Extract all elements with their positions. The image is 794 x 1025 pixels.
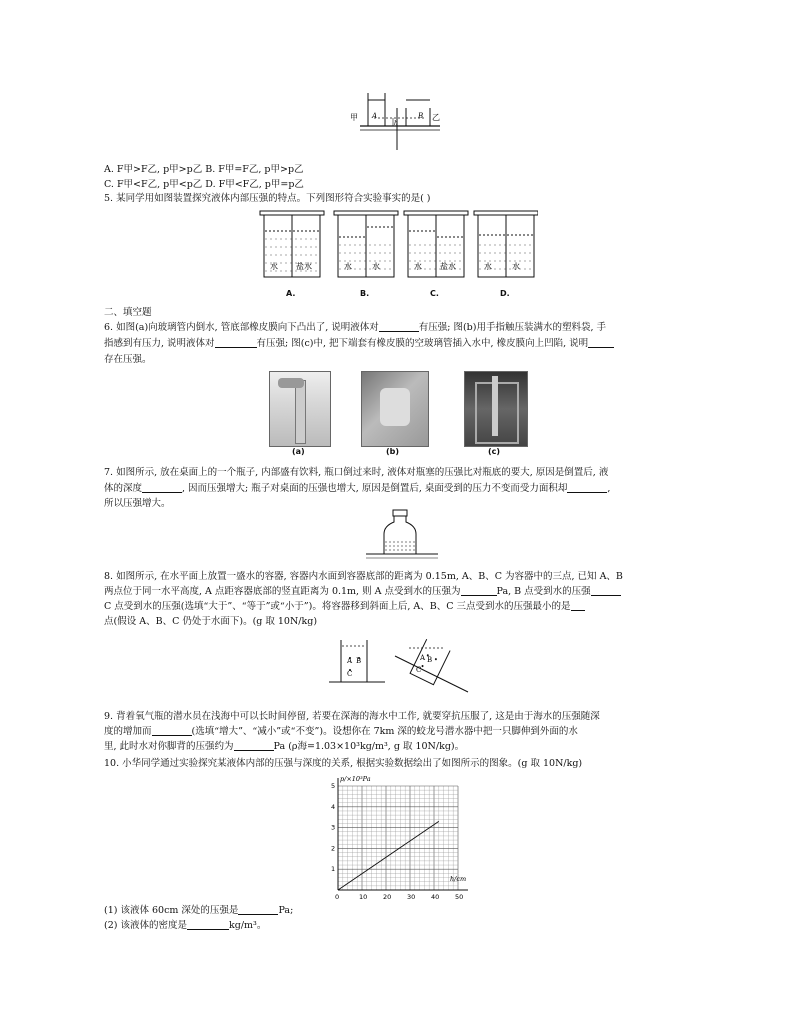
container-d [474,211,538,277]
x-tick-label: 20 [383,893,392,901]
q7-text-2a: 体的深度 [104,483,143,494]
x-tick-label: 50 [455,893,464,901]
q8-blank-3[interactable] [571,600,585,611]
q9-line1: 9. 背着氧气瓶的潜水员在浅海中可以长时间停留, 若要在深海的海水中工作, 就要穿抗压服了, 这是由于海水的压强随深 [104,711,600,722]
container-a [260,211,324,277]
q8-text-2a: 两点位于同一水平高度, A 点距容器底部的竖直距离为 0.1m, 则 A 点受到水的压强为 [104,586,461,597]
q6-blank-1[interactable] [379,321,419,332]
q7-blank-2[interactable] [567,482,607,493]
q8-line1: 8. 如图所示, 在水平面上放置一盛水的容器, 容器内水面到容器底部的距离为 0.15m, A、B、C 为容器中的三点, 已知 A、B [104,571,623,582]
x-tick-label: 10 [359,893,368,901]
x-tick-label: 30 [407,893,416,901]
q9-text-3b: Pa (ρ海=1.03×10³kg/m³, g 取 10N/kg)。 [273,741,465,752]
q9-line3 [104,740,464,753]
q4-options-1: A. F甲>F乙, p甲>p乙 B. F甲=F乙, p甲>p乙 [104,164,304,175]
y-axis-label: p/×10³Pa [340,775,371,783]
q7-text-2b: , 因而压强增大; 瓶子对桌面的压强也增大, 原因是倒置后, 桌面受到的压力不变而受力面积却 [182,483,568,494]
label-yi: 乙 [432,113,440,122]
label-a: A [372,112,378,120]
q5-cap-b: B. [360,289,370,298]
y-tick-label: 4 [331,802,336,811]
q8-line2 [104,585,621,598]
q6-blank-2[interactable] [215,337,257,348]
q10-text-2a: (2) 该液体的密度是 [104,920,187,931]
q8-blank-2[interactable] [591,585,621,596]
container-b [334,211,398,277]
x-tick-label: 40 [431,893,440,901]
pressure-depth-chart [318,772,478,904]
container-d-right: 水 [512,262,520,271]
q5-cap-a: A. [286,289,296,298]
q6-text-1b: 有压强; 图(b)用手指触压装满水的塑料袋, 手 [418,322,607,333]
pt-a2: A [420,654,426,662]
q9-text-3a: 里, 此时水对你脚背的压强约为 [104,741,234,752]
container-b-right: 水 [372,262,380,271]
q9-text-2b: (选填“增大”、“减小”或“不变”)。设想你在 7km 深的蛟龙号潜水器中把一只脚伸到外面的水 [191,726,578,737]
bottle-figure [362,508,442,560]
photo-cap-b: (b) [386,447,400,456]
container-c-right: 盐水 [440,262,456,271]
q9-line2 [104,725,578,738]
photo-a [269,371,331,447]
q7-line3: 所以压强增大。 [104,498,171,509]
label-h: h [394,120,398,127]
container-a-left: 水 [270,262,278,271]
q10-sub1 [104,904,293,917]
q6-text-2a: 指感到有压力, 说明液体对 [104,338,215,349]
label-b: B [418,112,424,120]
pt-c1: C [347,670,353,678]
section-heading: 二、填空题 [104,307,152,318]
q9-blank-2[interactable] [234,740,274,751]
q7-line1: 7. 如图所示, 放在桌面上的一个瓶子, 内部盛有饮料, 瓶口倒过来时, 液体对瓶塞的压强比对瓶底的要大, 原因是倒置后, 液 [104,467,609,478]
q10-stem: 10. 小华同学通过实验探究某液体内部的压强与深度的关系, 根据实验数据绘出了如图所示的图象。(g 取 10N/kg) [104,758,583,769]
y-tick-label: 5 [331,782,336,790]
q10-text-1a: (1) 该液体 60cm 深处的压强是 [104,905,239,916]
container-c [404,211,468,277]
container-b-left: 水 [344,262,352,271]
chart-grid [338,786,458,890]
q6-text-1a: 6. 如图(a)向玻璃管内倒水, 管底部橡皮膜向下凸出了, 说明液体对 [104,322,379,333]
container-c-left: 水 [414,262,422,271]
q7-text-2c: , [607,483,611,494]
pt-c2: C [416,666,422,674]
photo-b [361,371,429,447]
q9-blank-1[interactable] [152,725,192,736]
label-jia: 甲 [350,113,358,122]
q10-blank-2[interactable] [187,919,229,930]
y-tick-label: 1 [331,865,336,874]
photo-cap-a: (a) [292,447,305,456]
q8-blank-1[interactable] [461,585,497,596]
q7-blank-1[interactable] [142,482,182,493]
q8-text-3: C 点受到水的压强(选填“大于”、“等于”或“小于”)。将容器移到斜面上后, A、B、C 三点受到水的压强最小的是 [104,601,571,612]
container-d-left: 水 [484,262,492,271]
q9-text-2a: 度的增加而 [104,726,152,737]
q10-text-1b: Pa; [278,905,294,916]
q10-blank-1[interactable] [238,904,278,915]
q6-blank-3[interactable] [588,337,614,348]
q8-figure [323,636,473,694]
container-a-right: 盐水 [296,262,312,271]
q6-line1 [104,321,606,334]
q4-options-2: C. F甲<F乙, p甲<p乙 D. F甲<F乙, p甲=p乙 [104,179,304,190]
photo-cap-c: (c) [488,447,501,456]
q7-line2 [104,482,610,495]
x-axis-label: h/cm [450,875,467,883]
x-tick-label: 0 [335,893,340,901]
u-tube-figure [340,88,450,156]
pt-b2: B [427,656,433,664]
y-tick-label: 2 [331,844,336,853]
q8-line3 [104,600,585,613]
q8-line4: 点(假设 A、B、C 仍处于水面下)。(g 取 10N/kg) [104,616,318,627]
q10-text-2b: kg/m³。 [228,920,267,931]
photo-c [464,371,528,447]
q5-cap-c: C. [430,289,439,298]
q5-cap-d: D. [500,289,510,298]
q6-text-2b: 有压强; 图(c)中, 把下端套有橡皮膜的空玻璃管插入水中, 橡皮膜向上凹陷, 说明 [256,338,589,349]
pt-a1: A [347,657,353,665]
q8-text-2b: Pa, B 点受到水的压强 [496,586,591,597]
y-tick-label: 3 [331,823,336,832]
q5-figure [258,207,538,302]
q6-line2 [104,337,614,350]
q6-line3: 存在压强。 [104,354,152,365]
q10-sub2 [104,919,266,932]
pt-b1: B [356,657,362,665]
q5-stem: 5. 某同学用如图装置探究液体内部压强的特点。下列图形符合实验事实的是( ) [104,193,431,204]
